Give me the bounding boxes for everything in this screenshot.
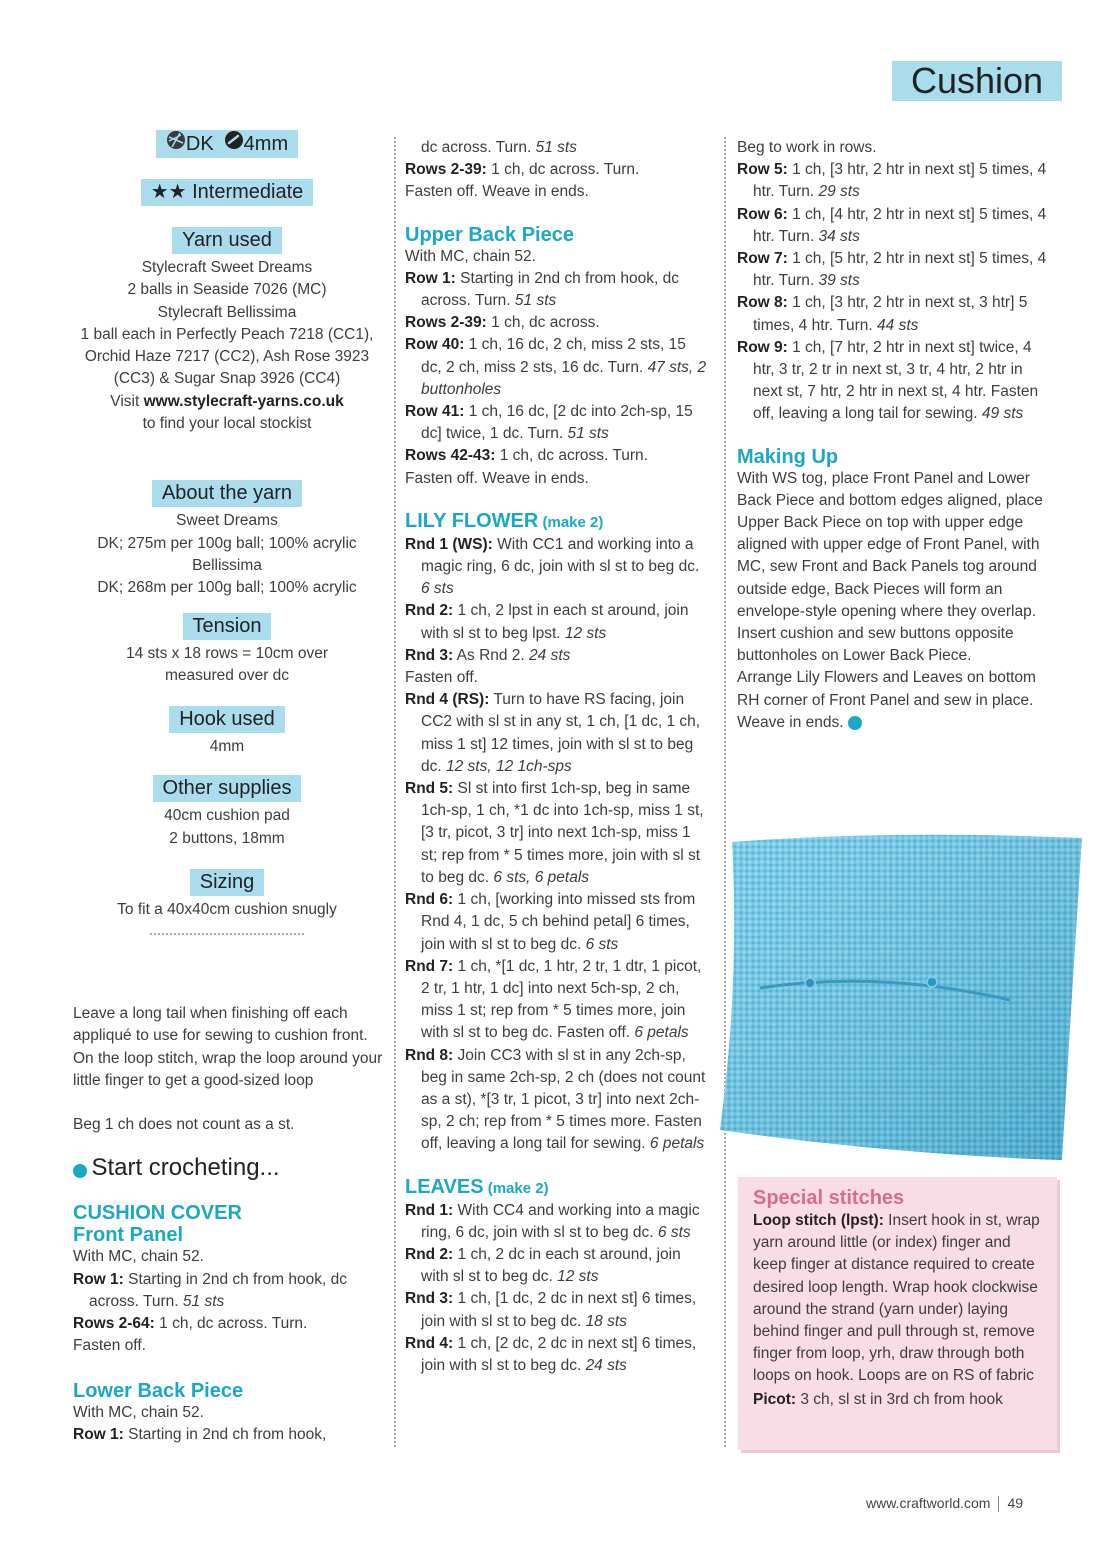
leaves-title <box>405 1176 710 1200</box>
front-panel-end: Fasten off. <box>73 1337 146 1355</box>
leaves-make-text: (make 2) <box>483 1179 549 1197</box>
about-line: Sweet Dreams <box>176 512 278 530</box>
info-column <box>62 130 392 935</box>
row-text: 1 ch, 16 dc, [2 dc into 2ch-sp, 15 dc] twice, 1 dc. Turn. <box>421 403 693 443</box>
tension-line: 14 sts x 18 rows = 10cm over <box>125 644 328 662</box>
row-label: Rnd 7: <box>405 957 454 975</box>
supply-line: 2 buttons, 18mm <box>169 829 285 847</box>
footer-separator <box>998 1496 999 1512</box>
leaves-section <box>405 1176 710 1378</box>
row-label: Rnd 1: <box>405 1201 454 1219</box>
pattern-row <box>737 292 1047 336</box>
row-text: As Rnd 2. <box>453 646 530 664</box>
row-label: Row 1: <box>73 1270 124 1288</box>
row-count: 51 sts <box>182 1292 225 1310</box>
row-label: Rnd 1 (WS): <box>405 535 493 553</box>
making-up-para2-text: Arrange Lily Flowers and Leaves on bottom RH corner of Front Panel and sew in place. Weave in ends. <box>737 669 1036 731</box>
pattern-row <box>405 137 710 159</box>
about-line: Bellissima <box>192 556 262 574</box>
footer-url[interactable]: www.craftworld.com <box>866 1495 991 1511</box>
cushion-cover-section <box>73 1202 383 1357</box>
row-text: Sl st into first 1ch-sp, beg in same 1ch-sp, 1 ch, *1 dc into 1ch-sp, miss 1 st, [3 tr, picot, 3 tr] into next 1ch-sp, miss 1 st; rep from * 5 times more, join with sl st to beg dc. <box>421 780 704 886</box>
row-count: 29 sts <box>818 183 860 201</box>
row-text: 1 ch, [4 htr, 2 htr in next st] 5 times, 4 htr. Turn. <box>753 205 1047 245</box>
about-yarn-list <box>62 510 392 599</box>
making-up-title: Making Up <box>737 445 839 468</box>
yarn-line: 2 balls in Seaside 7026 (MC) <box>127 281 327 299</box>
row-count: 49 sts <box>981 405 1024 423</box>
start-heading: Start crocheting... <box>91 1154 280 1182</box>
tension-heading: Tension <box>183 613 272 640</box>
row-count: 34 sts <box>818 227 860 245</box>
lily-flower-title <box>405 510 710 534</box>
pattern-row <box>405 1244 710 1288</box>
row-label: Row 9: <box>737 338 788 356</box>
row-count: 6 sts <box>421 580 454 598</box>
right-column <box>737 137 1047 734</box>
page-title: Cushion <box>892 61 1062 101</box>
row-count: 12 sts <box>564 624 607 642</box>
row-label: Row 1: <box>73 1425 124 1443</box>
rows-intro: Beg to work in rows. <box>737 139 877 156</box>
about-yarn-heading: About the yarn <box>152 480 302 507</box>
pattern-row <box>405 645 710 667</box>
row-label: Rnd 4 (RS): <box>405 691 490 709</box>
row-label: Rows 42-43: <box>405 447 496 465</box>
pattern-row <box>405 445 710 467</box>
row-count: 24 sts <box>529 646 571 664</box>
row-label: Rnd 3: <box>405 1290 454 1308</box>
row-text: 1 ch, [working into missed sts from Rnd 4, 1 dc, 5 ch behind petal] 6 times, join with sl st to beg dc. <box>421 891 696 953</box>
pattern-row <box>405 1333 710 1377</box>
lily-title-text: LILY FLOWER <box>405 509 539 532</box>
other-supplies-list <box>62 805 392 850</box>
row-text: dc across. Turn. <box>421 139 536 156</box>
pattern-row <box>405 334 710 401</box>
row-label: Row 6: <box>737 205 788 223</box>
row-text: 1 ch, [5 htr, 2 htr in next st] 5 times, 4 htr. Turn. <box>753 250 1047 290</box>
yarn-ball-icon <box>166 130 186 158</box>
row-count: 6 sts, 6 petals <box>493 868 590 886</box>
row-text: 1 ch, [1 dc, 2 dc in next st] 6 times, join with sl st to beg dc. <box>421 1290 697 1330</box>
row-label: Row 41: <box>405 403 465 421</box>
cushion-cover-title: CUSHION COVER <box>73 1202 242 1225</box>
row-text: Starting in 2nd ch from hook, dc across. Turn. <box>89 1270 347 1310</box>
making-up-para: With WS tog, place Front Panel and Lower Back Piece and bottom edges aligned, place Upper Back Piece on top with upper edge aligned with upper edge of Front Panel, with MC, sew Front and Back Panels tog around outside edge, Back Pieces will form an envelope-style opening where they overlap. Insert cushion and sew buttons opposite buttonholes on Lower Back Piece. <box>737 469 1043 665</box>
column-divider <box>724 137 726 1447</box>
row-text: 1 ch, *[1 dc, 1 htr, 2 tr, 1 dtr, 1 picot, 2 tr, 1 htr, 1 dc] into next 5ch-sp, 2 ch, miss 1 st; rep from * 5 times more, join with sl st to beg dc. Fasten off. <box>421 957 702 1042</box>
row-text: Turn to have RS facing, join CC2 with sl st in any st, 1 ch, [1 dc, 1 ch, miss 1 st] 12 times, join with sl st to beg dc. <box>421 691 701 775</box>
column-divider <box>394 137 396 1447</box>
pattern-row <box>405 1200 710 1244</box>
pattern-row <box>405 956 710 1045</box>
special-stitches-title: Special stitches <box>753 1187 905 1209</box>
row-label: Row 5: <box>737 161 788 179</box>
loop-stitch-text <box>753 1210 1047 1388</box>
yarn-ball-icon <box>73 1164 87 1178</box>
picot-desc: 3 ch, sl st in 3rd ch from hook <box>796 1390 1003 1408</box>
yarn-line: Stylecraft Bellissima <box>157 303 297 321</box>
making-up-section <box>737 446 1047 734</box>
row-label: Row 1: <box>405 269 456 287</box>
picot-label: Picot: <box>753 1390 797 1408</box>
visit-suffix: to find your local stockist <box>142 415 312 433</box>
row-label: Rows 2-64: <box>73 1315 155 1333</box>
cushion-image <box>700 830 1100 1175</box>
hook-used-text: 4mm <box>209 738 245 756</box>
row-count: 6 sts <box>585 935 619 953</box>
front-panel-title: Front Panel <box>73 1224 184 1247</box>
row-text: 1 ch, dc across. Turn. <box>495 447 648 465</box>
pattern-row <box>73 1269 383 1313</box>
weight-text: DK <box>185 132 214 155</box>
row-label: Rnd 5: <box>405 780 454 798</box>
upper-back-title: Upper Back Piece <box>405 223 574 246</box>
special-stitches-box <box>738 1177 1057 1450</box>
pattern-row <box>405 600 710 644</box>
lily-flower-section <box>405 510 710 1156</box>
row-text: Starting in 2nd ch from hook, <box>123 1425 327 1443</box>
pattern-row <box>737 337 1047 426</box>
row-text: Starting in 2nd ch from hook, dc across. Turn. <box>421 269 679 310</box>
row-text: With CC1 and working into a magic ring, 6 dc, join with sl st to beg dc. <box>421 535 700 576</box>
row-label: Row 7: <box>737 250 788 268</box>
pattern-row <box>405 1045 710 1156</box>
yarn-used-heading: Yarn used <box>172 227 282 254</box>
section-end: Fasten off. Weave in ends. <box>405 183 589 201</box>
about-line: DK; 275m per 100g ball; 100% acrylic <box>97 534 357 552</box>
sizing-text: To fit a 40x40cm cushion snugly <box>117 901 337 919</box>
row-label: Rnd 8: <box>405 1046 454 1064</box>
lower-back-intro: With MC, chain 52. <box>73 1403 204 1421</box>
visit-line <box>62 391 392 413</box>
row-label: Rnd 6: <box>405 891 454 909</box>
lily-make-text: (make 2) <box>538 513 604 531</box>
level-badge: ★★ Intermediate <box>141 179 314 206</box>
tip-text: Leave a long tail when finishing off each appliqué to use for sewing to cushion front. On the loop stitch, wrap the loop around your little finger to get a good-sized loop <box>73 1005 383 1089</box>
row-count: 6 sts <box>657 1223 691 1241</box>
row-count: 6 petals <box>649 1135 705 1153</box>
lower-back-title: Lower Back Piece <box>73 1379 244 1402</box>
row-label: Rows 2-39: <box>405 314 487 332</box>
loop-stitch-desc: Insert hook in st, wrap yarn around little (or index) finger and keep finger at distance required to create desired loop length. Wrap hook clockwise around the strand (yarn under) laying behind finger and pull through st, remove finger from loop, yrh, draw through both loops on hook. Loops are on RS of fabric <box>753 1212 1040 1385</box>
row-text: 1 ch, [2 dc, 2 dc in next st] 6 times, join with sl st to beg dc. <box>421 1334 697 1374</box>
row-text: 1 ch, dc across. Turn. <box>486 161 640 179</box>
row-text: 1 ch, dc across. <box>486 314 600 332</box>
row-text: Join CC3 with sl st in any 2ch-sp, beg in same 2ch-sp, 2 ch (does not count as a st), *[3 tr, 1 picot, 3 tr] into next 2ch-sp, 2 ch; rep from * 5 times more. Fasten off, leaving a long tail for sewing. <box>421 1046 706 1153</box>
leaves-title-text: LEAVES <box>405 1175 484 1198</box>
beg-note: Beg 1 ch does not count as a st. <box>73 1116 295 1134</box>
sizing-heading: Sizing <box>190 869 264 896</box>
pattern-row <box>405 689 710 778</box>
row-count: 18 sts <box>585 1312 627 1330</box>
section-end: Fasten off. Weave in ends. <box>405 469 589 487</box>
row-text: 1 ch, 16 dc, 2 ch, miss 2 sts, 15 dc, 2 ch, miss 2 sts, 16 dc. Turn. <box>421 336 686 376</box>
fasten-off: Fasten off. <box>405 669 478 687</box>
picot-text <box>753 1389 1047 1411</box>
lower-back-section <box>73 1380 383 1446</box>
divider <box>150 933 304 935</box>
pattern-row <box>405 534 710 601</box>
making-up-para <box>737 667 1047 734</box>
pattern-row <box>405 312 710 334</box>
weight-hook-badge <box>156 130 298 158</box>
hook-used-heading: Hook used <box>169 706 285 733</box>
row-count: 44 sts <box>877 316 919 334</box>
yarn-line: 1 ball each in Perfectly Peach 7218 (CC1), <box>80 325 374 343</box>
loop-stitch-label: Loop stitch (lpst): <box>753 1212 884 1229</box>
pattern-row <box>737 159 1047 203</box>
middle-column <box>405 137 710 1377</box>
row-text: 1 ch, [3 htr, 2 htr in next st, 3 htr] 5 times, 4 htr. Turn. <box>753 294 1028 334</box>
pattern-row <box>73 1313 383 1335</box>
tension-line: measured over dc <box>164 666 290 684</box>
row-count: 6 petals <box>634 1024 689 1042</box>
row-count: 47 sts, 2 buttonholes <box>421 358 707 398</box>
start-heading-row <box>73 1154 383 1182</box>
upper-back-intro: With MC, chain 52. <box>405 247 536 265</box>
about-line: DK; 268m per 100g ball; 100% acrylic <box>97 579 357 597</box>
row-count: 51 sts <box>535 139 577 156</box>
row-count: 51 sts <box>567 425 609 443</box>
row-text: 1 ch, [7 htr, 2 htr in next st] twice, 4 htr, 3 tr, 2 tr in next st, 3 tr, 4 htr, 2 htr in next st, 7 htr, 2 htr in next st, 4 htr. Fasten off, leaving a long tail for sewing. <box>753 338 1039 423</box>
row-label: Rows 2-39: <box>405 161 487 179</box>
row-text: 1 ch, [3 htr, 2 htr in next st] 5 times, 4 htr. Turn. <box>753 161 1047 201</box>
notes-section <box>73 1003 383 1446</box>
pattern-row <box>73 1424 383 1446</box>
yarn-ball-icon <box>848 716 862 730</box>
row-count: 51 sts <box>514 292 557 310</box>
row-label: Rnd 2: <box>405 1245 454 1263</box>
row-count: 24 sts <box>585 1356 627 1374</box>
pattern-row <box>737 248 1047 292</box>
hook-size-text: 4mm <box>243 132 289 155</box>
visit-prefix: Visit <box>110 392 144 410</box>
row-label: Row 40: <box>405 336 465 354</box>
row-label: Rnd 4: <box>405 1334 454 1352</box>
tension-text <box>62 643 392 688</box>
row-label: Rnd 2: <box>405 602 454 620</box>
row-label: Row 8: <box>737 294 788 312</box>
row-count: 12 sts, 12 1ch-sps <box>445 757 572 775</box>
pattern-row <box>405 889 710 956</box>
upper-back-section <box>405 224 710 490</box>
pattern-row <box>405 268 710 312</box>
row-text: 1 ch, dc across. Turn. <box>154 1315 308 1333</box>
yarn-line: (CC3) & Sugar Snap 3926 (CC4) <box>113 370 341 388</box>
row-count: 12 sts <box>557 1268 599 1286</box>
row-count: 39 sts <box>818 272 860 290</box>
pattern-row <box>405 159 710 181</box>
yarn-line: Orchid Haze 7217 (CC2), Ash Rose 3923 <box>84 348 370 366</box>
stylecraft-link[interactable]: www.stylecraft-yarns.co.uk <box>143 392 344 410</box>
front-panel-intro: With MC, chain 52. <box>73 1248 204 1266</box>
pattern-row <box>405 778 710 889</box>
yarn-used-list <box>62 257 392 435</box>
row-text: 1 ch, 2 dc in each st around, join with sl st to beg dc. <box>421 1245 681 1286</box>
row-label: Rnd 3: <box>405 646 454 664</box>
row-text: 1 ch, 2 lpst in each st around, join with sl st to beg lpst. <box>421 602 689 642</box>
page-footer <box>866 1495 1023 1512</box>
supply-line: 40cm cushion pad <box>164 807 290 825</box>
pattern-row <box>405 401 710 445</box>
yarn-line: Stylecraft Sweet Dreams <box>141 259 313 276</box>
page-number: 49 <box>1007 1495 1024 1511</box>
pattern-row <box>737 204 1047 248</box>
row-text: With CC4 and working into a magic ring, 6 dc, join with sl st to beg dc. <box>421 1201 700 1241</box>
other-supplies-heading: Other supplies <box>153 775 302 802</box>
hook-icon <box>224 130 244 158</box>
pattern-row <box>405 1288 710 1332</box>
